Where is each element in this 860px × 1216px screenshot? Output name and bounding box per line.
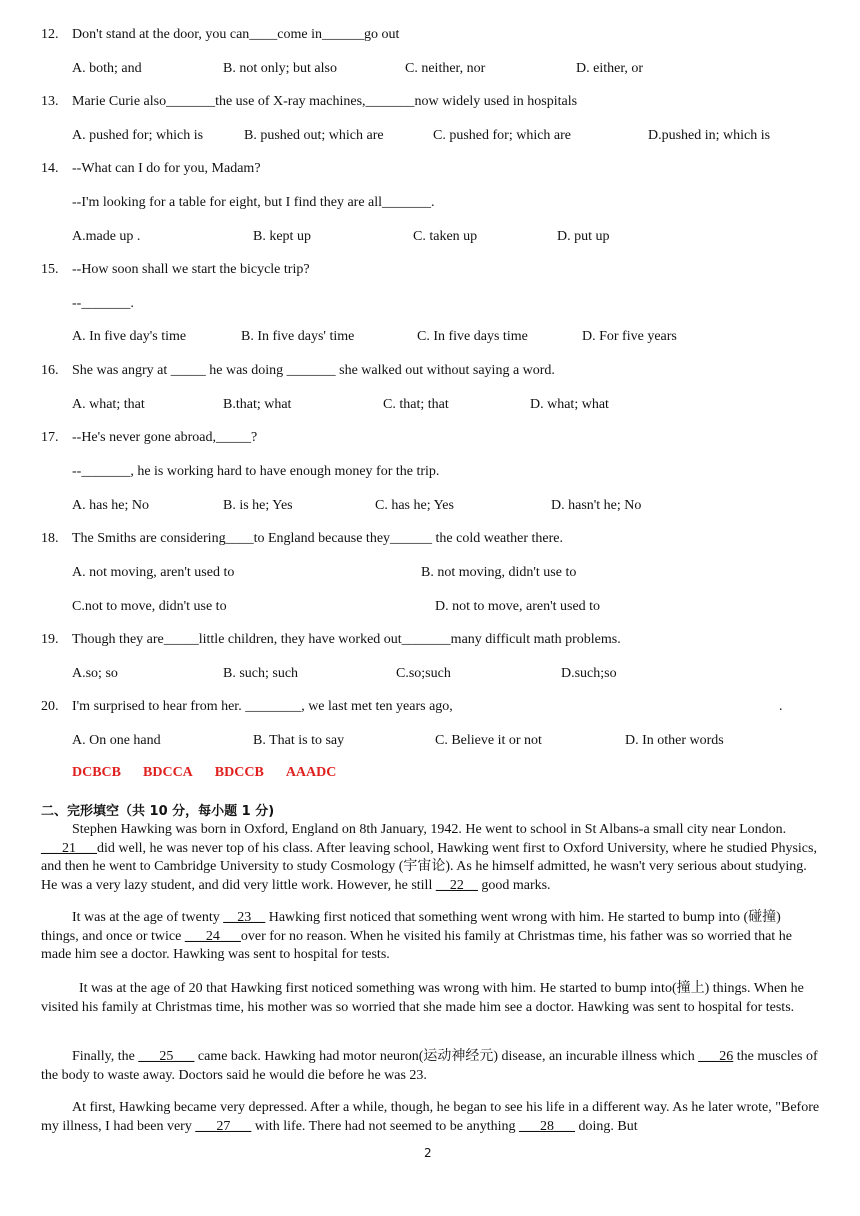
option-a: A. what; that [72,397,145,412]
question-stem: Though they are_____little children, they have worked out_______many difficult math problems. [72,632,621,647]
passage-paragraph-2: It was at the age of twenty __23__ Hawking first noticed that something went wrong with him. He started to bump into (碰撞) things, and once or twice ___24___over for no reason. When he visited his family at Christmas time, his father was so worried that he made him see a doctor. Hawking was sent to hospital for tests. [41,910,792,962]
option-c: C. taken up [413,229,478,244]
option-d: D. For five years [582,329,677,344]
question-stem: I'm surprised to hear from her. ________, we last met ten years ago, [72,699,453,714]
option-c: C. Believe it or not [435,733,542,748]
option-a: A. pushed for; which is [72,128,204,143]
section-heading: 二、完形填空（共 10 分，每小题 1 分) [41,804,275,819]
blank-21: ___21___ [41,840,97,856]
question-stem: --What can I do for you, Madam? [72,161,261,176]
trailing-period: . [779,699,783,714]
option-a: A. has he; No [72,498,149,513]
question-number: 17. [41,430,59,445]
option-d: D. In other words [625,733,724,748]
question-number: 16. [41,363,59,378]
option-c: C. neither, nor [405,61,486,76]
question-stem: Don't stand at the door, you can____come in______go out [72,27,400,42]
blank-26: ___26 [698,1049,734,1064]
blank-25: ___25___ [138,1049,195,1064]
option-c: C. has he; Yes [375,498,454,513]
passage-paragraph-1: Stephen Hawking was born in Oxford, England on 8th January, 1942. He went to school in St Albans-a small city near London. ___21___did well, he was never top of his class. After leaving school, Hawking went first to Oxford University, where he studied Physics, and then he went to Cambridge University to study Cosmology (宇宙论). As he himself admitted, he wasn't very serious about studying. He was a very lazy student, and did very little work. However, he still __22__ good marks. [41,822,817,893]
option-a: A.so; so [72,666,118,681]
question-stem-line-2: --_______. [72,296,134,311]
question-stem: --How soon shall we start the bicycle trip? [72,262,310,277]
option-b: B. such; such [223,666,299,681]
option-c: C.so;such [396,666,451,681]
option-d: D. hasn't he; No [551,498,642,513]
blank-28: ___28___ [518,1118,575,1134]
option-b: B. not moving, didn't use to [421,565,577,580]
question-stem: --He's never gone abroad,_____? [72,430,258,445]
page-number: 2 [424,1146,432,1160]
question-number: 19. [41,632,59,647]
option-a: A.made up . [72,229,141,244]
option-d: D. put up [557,229,610,244]
question-stem: Marie Curie also_______the use of X-ray machines,_______now widely used in hospitals [72,94,578,109]
option-b: B. pushed out; which are [244,128,384,143]
question-number: 15. [41,262,59,277]
option-b: B. kept up [253,229,311,244]
question-number: 12. [41,27,59,42]
option-d: D. what; what [530,397,609,412]
blank-27: ___27___ [195,1118,252,1134]
option-d: D. either, or [576,61,644,76]
question-number: 20. [41,699,59,714]
option-d: D.such;so [561,666,617,681]
option-d: D.pushed in; which is [648,128,771,143]
answer-key [72,765,358,781]
option-a: A. In five day's time [72,329,187,344]
option-a: A. both; and [72,61,142,76]
blank-24: ___24___ [184,928,241,944]
option-c: C. that; that [383,397,449,412]
option-d: D. not to move, aren't used to [435,599,601,614]
option-b: B. In five days' time [241,329,355,344]
option-a: A. On one hand [72,733,161,748]
question-number: 14. [41,161,59,176]
blank-22: __22__ [435,877,478,893]
question-number: 18. [41,531,59,546]
option-c: C. pushed for; which are [433,128,572,143]
option-c: C.not to move, didn't use to [72,599,227,614]
answer-group: DCBCB [72,765,122,780]
question-stem-line-2: --I'm looking for a table for eight, but I find they are all_______. [72,195,435,210]
option-a: A. not moving, aren't used to [72,565,235,580]
blank-23: __23__ [223,910,266,925]
passage-paragraph-4: Finally, the ___25___ came back. Hawking had motor neuron(运动神经元) disease, an incurable illness which ___26 the muscles of the body to waste away. Doctors said he would die before he was 23. [41,1049,818,1083]
answer-group: BDCCB [214,765,264,780]
answer-group: BDCCA [143,765,193,780]
option-b: B. That is to say [253,733,345,748]
question-stem-line-2: --_______, he is working hard to have enough money for the trip. [72,464,440,479]
question-stem: The Smiths are considering____to England because they______ the cold weather there. [72,531,564,546]
option-b: B. is he; Yes [223,498,293,513]
passage-paragraph-5: At first, Hawking became very depressed. After a while, though, he began to see his life in a different way. As he later wrote, "Before my illness, I had been very ___27___ with life. There had not seemed to be anything ___28___ doing. But [41,1100,820,1134]
question-number: 13. [41,94,59,109]
option-c: C. In five days time [417,329,528,344]
passage-paragraph-3: It was at the age of 20 that Hawking first noticed something was wrong with him. He started to bump into(撞上) things. When he visited his family at Christmas time, his mother was so worried that she made him see a doctor. Hawking was sent to hospital for tests. [41,981,804,1015]
option-b: B.that; what [223,397,292,412]
question-stem: She was angry at _____ he was doing _______ she walked out without saying a word. [72,363,555,378]
option-b: B. not only; but also [223,61,337,76]
answer-group: AAADC [285,765,337,780]
